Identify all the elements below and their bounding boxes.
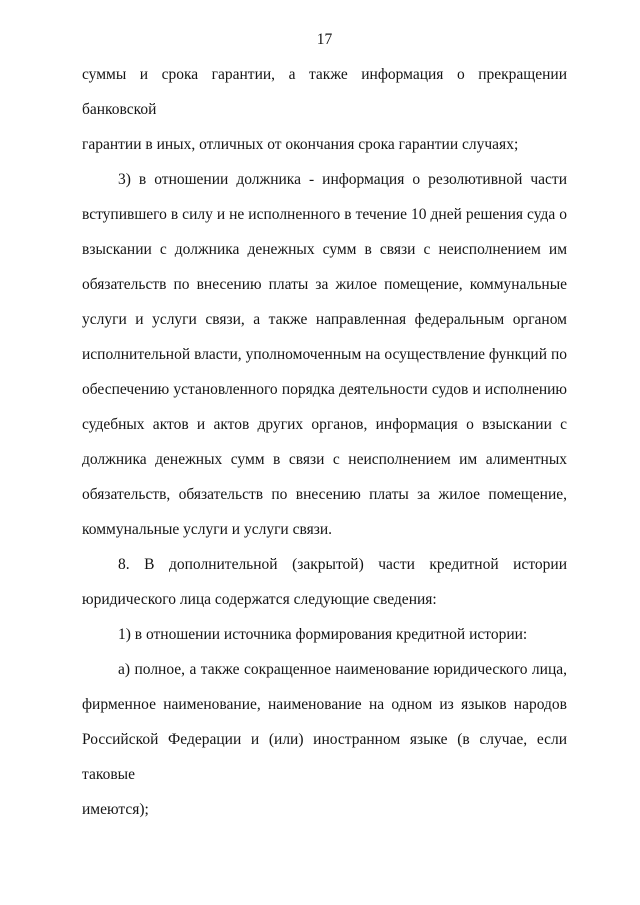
text-line: а) полное, а также сокращенное наименование юридического лица, xyxy=(118,661,567,678)
paragraph-item-a xyxy=(82,652,567,827)
text-line: фирменное наименование, наименование на одном из языков народов xyxy=(82,696,567,713)
text-line: 8. В дополнительной (закрытой) части кредитной истории xyxy=(118,556,567,573)
text-line: гарантии в иных, отличных от окончания срока гарантии случаях; xyxy=(82,136,519,153)
text-line: 3) в отношении должника - информация о резолютивной части xyxy=(118,171,567,188)
text-line: 1) в отношении источника формирования кредитной истории: xyxy=(118,626,528,643)
text-line: имеются); xyxy=(82,801,149,818)
paragraph-continuation xyxy=(82,57,567,162)
text-line: коммунальные услуги и услуги связи. xyxy=(82,521,333,538)
text-line: должника денежных сумм в связи с неисполнением им алиментных xyxy=(82,451,567,468)
page-number: 17 xyxy=(316,31,333,48)
text-line: обязательств, обязательств по внесению платы за жилое помещение, xyxy=(82,486,567,503)
text-line: взыскании с должника денежных сумм в связи с неисполнением им xyxy=(82,241,567,258)
text-line: судебных актов и актов других органов, информация о взыскании с xyxy=(82,416,567,433)
document-body xyxy=(82,57,567,827)
paragraph-item-8 xyxy=(82,547,567,617)
text-line: суммы и срока гарантии, а также информация о прекращении банковской xyxy=(82,66,567,118)
text-line: юридического лица содержатся следующие сведения: xyxy=(82,591,437,608)
text-line: исполнительной власти, уполномоченным на осуществление функций по xyxy=(82,346,567,363)
text-line: вступившего в силу и не исполненного в течение 10 дней решения суда о xyxy=(82,206,567,223)
text-line: Российской Федерации и (или) иностранном языке (в случае, если таковые xyxy=(82,731,567,783)
paragraph-item-1 xyxy=(82,617,567,652)
paragraph-item-3 xyxy=(82,162,567,547)
text-line: услуги и услуги связи, а также направленная федеральным органом xyxy=(82,311,567,328)
text-line: обеспечению установленного порядка деятельности судов и исполнению xyxy=(82,381,567,398)
text-line: обязательств по внесению платы за жилое помещение, коммунальные xyxy=(82,276,567,293)
